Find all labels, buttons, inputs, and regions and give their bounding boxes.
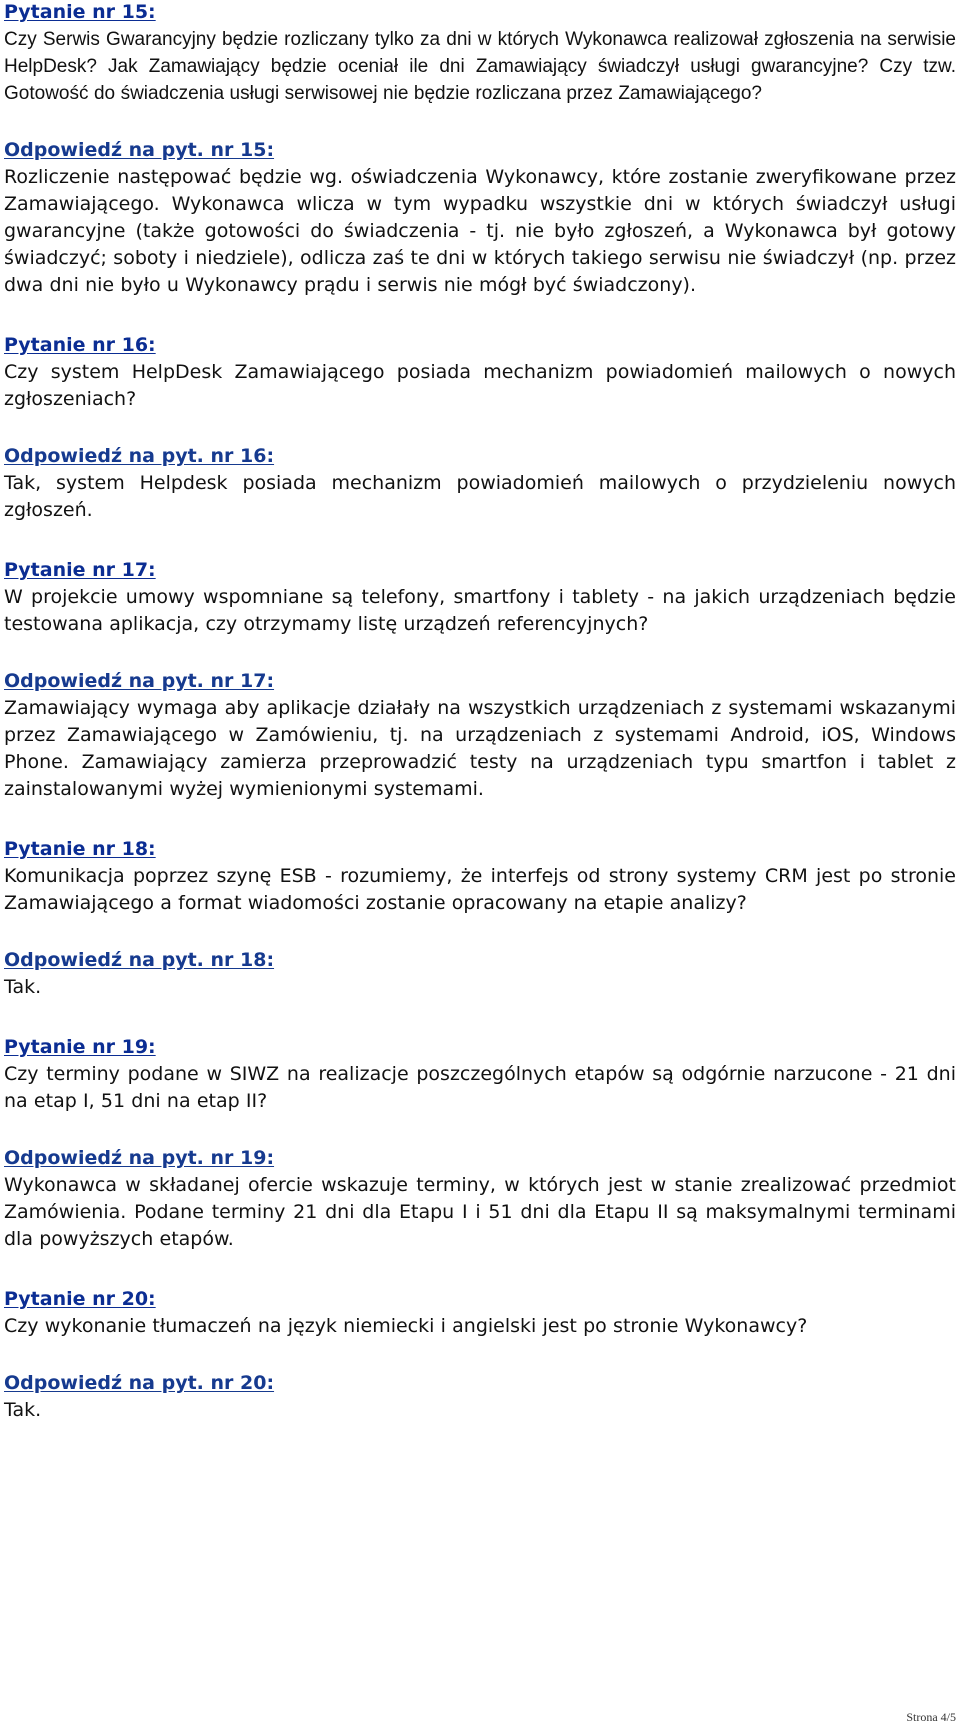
question-heading: Pytanie nr 19:	[4, 1036, 156, 1058]
qa-item-20	[4, 1287, 956, 1424]
qa-item-15	[4, 0, 956, 299]
answer-heading: Odpowiedź na pyt. nr 15:	[4, 139, 275, 161]
question-text: Czy system HelpDesk Zamawiającego posiada mechanizm powiadomień mailowych o nowych zgłoszeniach?	[4, 361, 956, 410]
answer-text: Rozliczenie następować będzie wg. oświadczenia Wykonawcy, które zostanie zweryfikowane przez Zamawiającego. Wykonawca wlicza w tym wypadku wszystkie dni w których świadczył usługi gwarancyjne (także gotowości do świadczenia - tj. nie było zgłoszeń, a Wykonawca był gotowy świadczyć; soboty i niedziele), odlicza zaś te dni w których takiego serwisu nie świadczył (np. przez dwa dni nie było u Wykonawcy prądu i serwis nie mógł być świadczony).	[4, 166, 956, 296]
qa-item-18	[4, 837, 956, 1001]
answer-heading: Odpowiedź na pyt. nr 20:	[4, 1372, 275, 1394]
answer-heading: Odpowiedź na pyt. nr 17:	[4, 670, 275, 692]
question-text: Czy wykonanie tłumaczeń na język niemiecki i angielski jest po stronie Wykonawcy?	[4, 1315, 808, 1337]
answer-block	[4, 1371, 956, 1424]
answer-block	[4, 444, 956, 524]
answer-block	[4, 138, 956, 299]
answer-text: Zamawiający wymaga aby aplikacje działały na wszystkich urządzeniach z systemami wskazanymi przez Zamawiającego w Zamówieniu, tj. na urządzeniach z systemami Android, iOS, Windows Phone. Zamawiający zamierza przeprowadzić testy na urządzeniach typu smartfon i tablet z zainstalowanymi wyżej wymienionymi systemami.	[4, 697, 956, 800]
answer-text: Tak.	[4, 976, 42, 998]
answer-heading: Odpowiedź na pyt. nr 16:	[4, 445, 275, 467]
question-heading: Pytanie nr 16:	[4, 334, 156, 356]
question-text: W projekcie umowy wspomniane są telefony, smartfony i tablety - na jakich urządzeniach będzie testowana aplikacja, czy otrzymamy listę urządzeń referencyjnych?	[4, 586, 956, 635]
question-heading: Pytanie nr 18:	[4, 838, 156, 860]
answer-block	[4, 669, 956, 803]
question-text: Czy terminy podane w SIWZ na realizacje poszczególnych etapów są odgórnie narzucone - 21 dni na etap I, 51 dni na etap II?	[4, 1063, 956, 1112]
answer-text: Tak, system Helpdesk posiada mechanizm powiadomień mailowych o przydzieleniu nowych zgłoszeń.	[4, 472, 956, 521]
qa-item-16	[4, 333, 956, 524]
question-text: Czy Serwis Gwarancyjny będzie rozliczany tylko za dni w których Wykonawca realizował zgłoszenia na serwisie HelpDesk? Jak Zamawiający będzie oceniał ile dni Zamawiający świadczył usługi gwarancyjne? Czy tzw. Gotowość do świadczenia usługi serwisowej nie będzie rozliczana przez Zamawiającego?	[4, 29, 956, 104]
question-heading: Pytanie nr 17:	[4, 559, 156, 581]
page-number: Strona 4/5	[906, 1710, 956, 1724]
answer-block	[4, 1146, 956, 1253]
answer-block	[4, 948, 956, 1001]
answer-heading: Odpowiedź na pyt. nr 19:	[4, 1147, 275, 1169]
qa-item-19	[4, 1035, 956, 1253]
qa-list	[4, 0, 956, 1458]
qa-item-17	[4, 558, 956, 803]
question-heading: Pytanie nr 15:	[4, 1, 156, 23]
answer-text: Tak.	[4, 1399, 42, 1421]
answer-text: Wykonawca w składanej ofercie wskazuje terminy, w których jest w stanie zrealizować przedmiot Zamówienia. Podane terminy 21 dni dla Etapu I i 51 dni dla Etapu II są maksymalnymi terminami dla powyższych etapów.	[4, 1174, 956, 1250]
question-heading: Pytanie nr 20:	[4, 1288, 156, 1310]
question-text: Komunikacja poprzez szynę ESB - rozumiemy, że interfejs od strony systemy CRM jest po stronie Zamawiającego a format wiadomości zostanie opracowany na etapie analizy?	[4, 865, 956, 914]
answer-heading: Odpowiedź na pyt. nr 18:	[4, 949, 275, 971]
